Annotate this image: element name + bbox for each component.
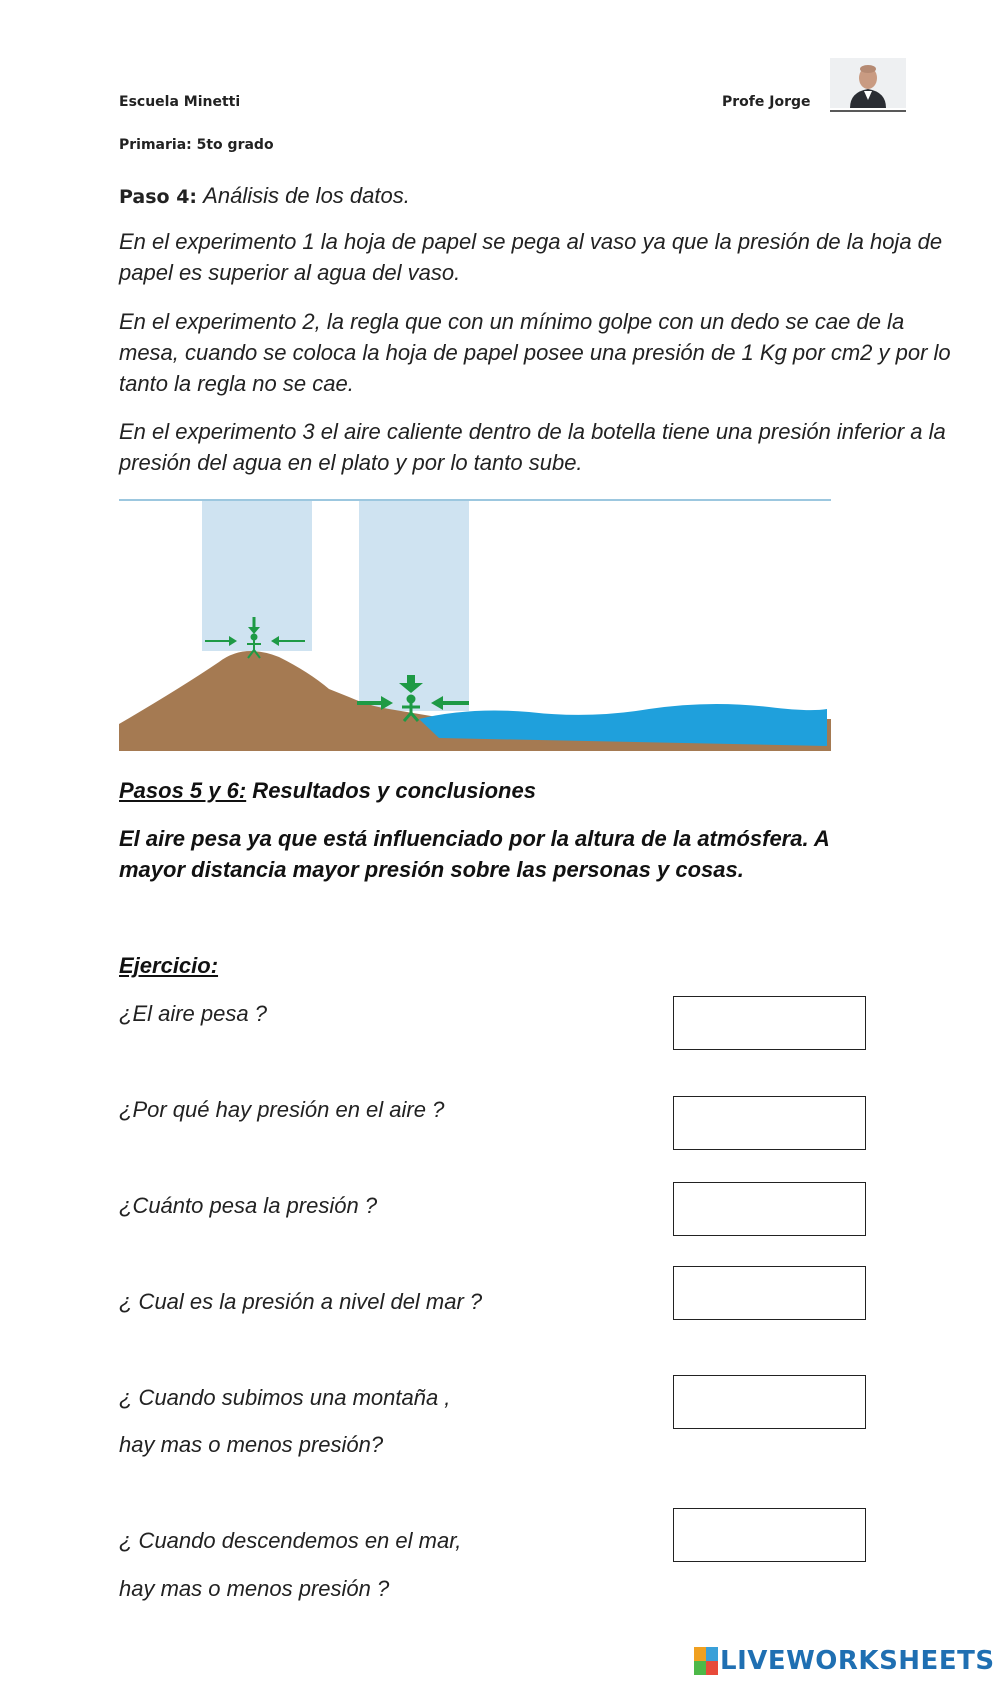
step4-paragraph-3: En el experimento 3 el aire caliente dentro de la botella tiene una presión inferior a la presión del agua en el plato y por lo tanto sube. — [119, 419, 946, 475]
question-3: ¿Cuánto pesa la presión ? — [119, 1193, 378, 1218]
question-5: ¿ Cuando subimos una montaña , — [119, 1385, 451, 1410]
step4-title: Análisis de los datos. — [203, 183, 410, 208]
answer-box-4[interactable] — [673, 1266, 866, 1320]
step4-label: Paso 4: — [119, 186, 198, 208]
question-6: ¿ Cuando descendemos en el mar, — [119, 1528, 462, 1553]
grade-level: Primaria: 5to grado — [119, 137, 274, 153]
results-text: El aire pesa ya que está influenciado por la altura de la atmósfera. A mayor distancia mayor presión sobre las personas y cosas. — [119, 826, 829, 882]
answer-box-1[interactable] — [673, 996, 866, 1050]
school-name: Escuela Minetti — [119, 94, 241, 110]
question-4: ¿ Cual es la presión a nivel del mar ? — [119, 1289, 483, 1314]
live-badge-icon — [694, 1647, 718, 1675]
answer-box-2[interactable] — [673, 1096, 866, 1150]
brand-name: LIVEWORKSHEETS — [720, 1646, 995, 1676]
teacher-avatar — [830, 58, 906, 112]
question-6-line-2: hay mas o menos presión ? — [119, 1576, 390, 1601]
liveworksheets-logo — [694, 1646, 995, 1676]
step4-paragraph-2: En el experimento 2, la regla que con un mínimo golpe con un dedo se cae de la mesa, cuando se coloca la hoja de papel posee una presión de 1 Kg por cm2 y por lo tanto la regla no se cae. — [119, 309, 951, 396]
answer-box-6[interactable] — [673, 1508, 866, 1562]
question-2: ¿Por qué hay presión en el aire ? — [119, 1097, 445, 1122]
exercise-title: Ejercicio: — [119, 953, 219, 978]
question-5-line-2: hay mas o menos presión? — [119, 1432, 384, 1457]
question-1: ¿El aire pesa ? — [119, 1001, 267, 1026]
pressure-illustration — [119, 497, 831, 751]
results-title: Resultados y conclusiones — [246, 778, 536, 803]
answer-box-5[interactable] — [673, 1375, 866, 1429]
results-label: Pasos 5 y 6: — [119, 778, 247, 803]
step4-paragraph-1: En el experimento 1 la hoja de papel se pega al vaso ya que la presión de la hoja de papel es superior al agua del vaso. — [119, 229, 943, 285]
answer-box-3[interactable] — [673, 1182, 866, 1236]
teacher-name: Profe Jorge — [722, 94, 811, 110]
step4-heading — [119, 180, 410, 211]
results-heading — [119, 775, 536, 806]
